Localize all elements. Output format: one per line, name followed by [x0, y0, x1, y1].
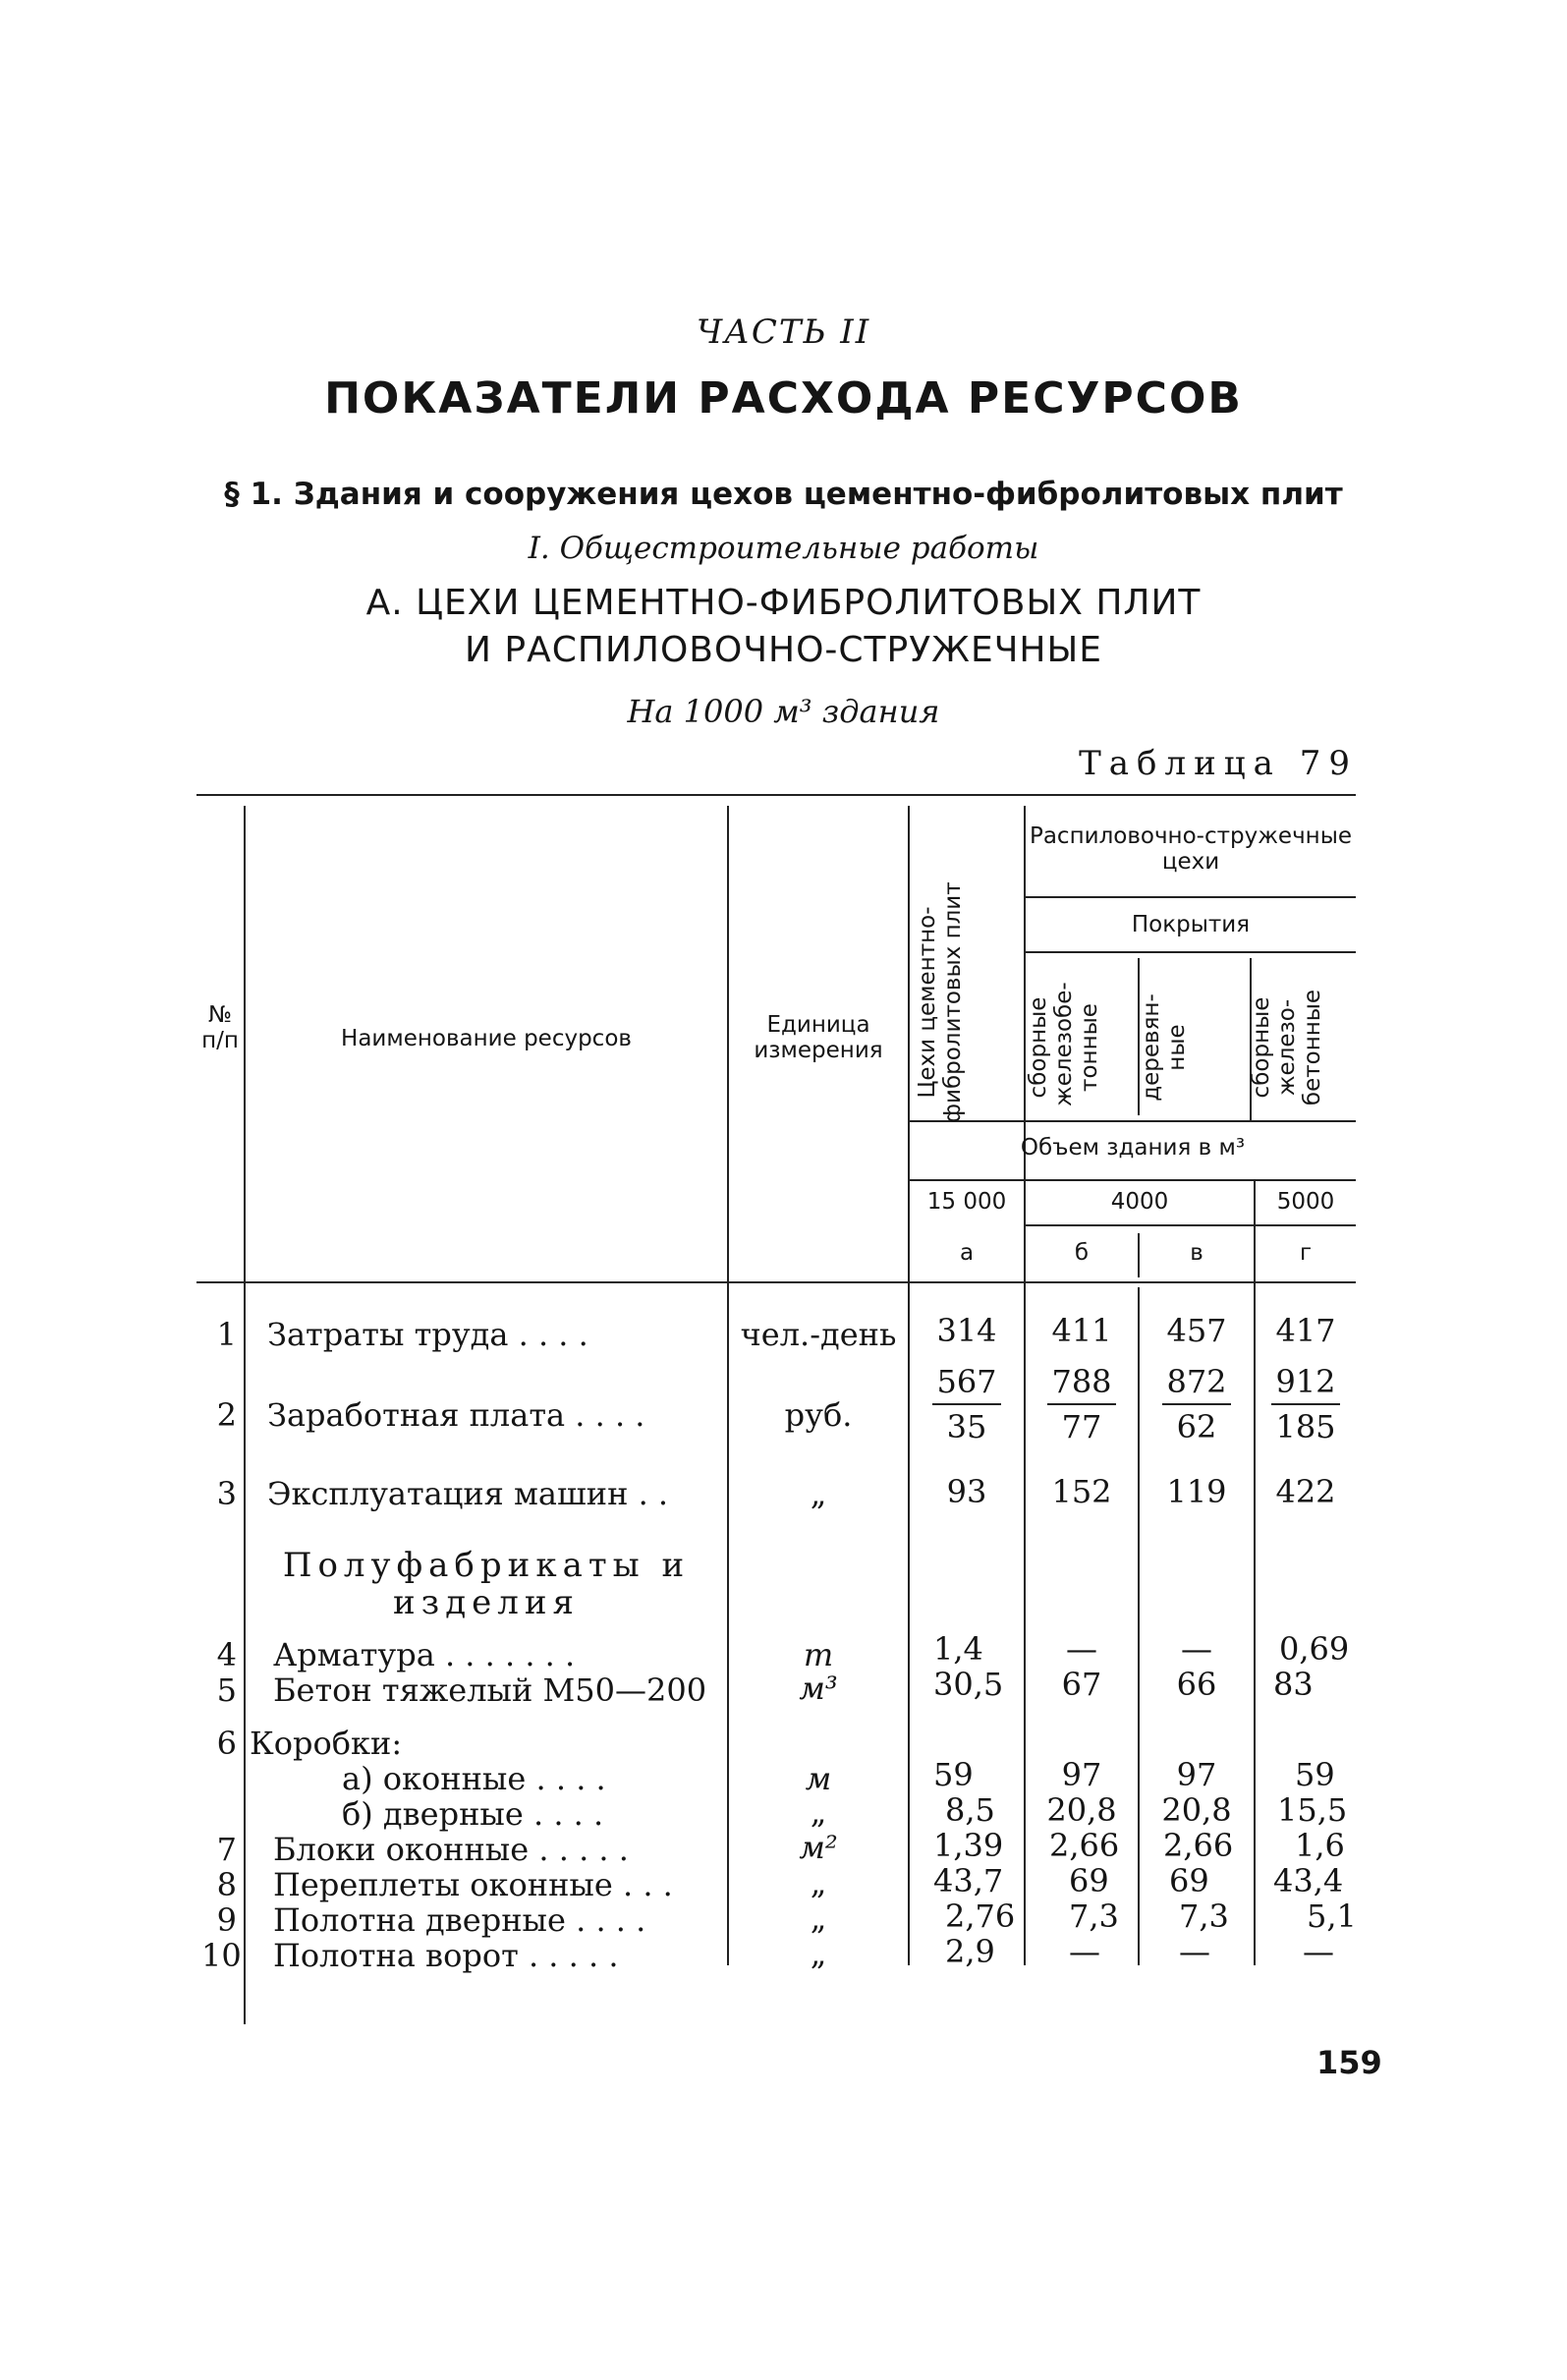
cell-a: 30,5 — [933, 1666, 1004, 1703]
fraction-bar — [1047, 1403, 1116, 1405]
cell-v: 66 — [1176, 1666, 1217, 1703]
row-name-text: Бетон тяжелый М50—200 — [273, 1672, 707, 1709]
cell-a: 8,5 — [945, 1791, 995, 1829]
cell-b: — — [1069, 1933, 1100, 1970]
header-vol-g: 5000 — [1276, 1189, 1335, 1215]
fraction-top: 872 — [1166, 1363, 1227, 1400]
cell-g: 83 — [1273, 1666, 1314, 1703]
cell-a: 2,9 — [945, 1933, 995, 1970]
cell-g: 1,6 — [1295, 1827, 1345, 1864]
row-number: 4 — [216, 1636, 237, 1673]
header-col-cement: Цехи цементно-фибролитовых плит — [915, 881, 966, 1123]
section-title: § 1. Здания и сооружения цехов цементно-фибролитовых плит — [224, 477, 1343, 512]
row-number: 7 — [216, 1831, 237, 1868]
cell-b: — — [1066, 1630, 1097, 1668]
row-name-text: Эксплуатация машин — [267, 1475, 629, 1512]
fraction-bottom: 35 — [946, 1408, 987, 1445]
cell-v: — — [1179, 1933, 1210, 1970]
row-name-text: Коробки: — [250, 1725, 403, 1762]
row-unit: т — [803, 1636, 834, 1673]
row-leader-dots: . . . . . — [538, 1831, 629, 1868]
header-vol-a: 15 000 — [926, 1189, 1007, 1215]
row-unit: „ — [810, 1864, 827, 1901]
row-name — [267, 1397, 644, 1433]
header-name: Наименование ресурсов — [341, 1026, 632, 1051]
row-number: 9 — [216, 1901, 237, 1939]
row-name — [267, 1317, 588, 1352]
header-rule-volsplit — [1024, 1224, 1356, 1226]
fraction-top: 912 — [1275, 1363, 1336, 1400]
part-label: ЧАСТЬ II — [696, 312, 871, 352]
row-name — [273, 1902, 645, 1938]
row-name — [250, 1726, 402, 1761]
row-name — [267, 1476, 668, 1511]
row-name-text: а) оконные — [342, 1760, 527, 1797]
row-leader-dots: . . . . — [518, 1316, 588, 1353]
row-name-text: Заработная плата — [267, 1396, 566, 1434]
subsection-title: I. Общестроительные работы — [528, 531, 1039, 566]
block-title — [0, 580, 1567, 674]
cell-v: 119 — [1166, 1473, 1227, 1510]
header-unit: Единица измерения — [754, 1012, 883, 1063]
row-unit: м² — [799, 1829, 838, 1866]
cell-g: 0,69 — [1279, 1630, 1350, 1668]
row-unit: чел.-день — [740, 1316, 897, 1353]
row-unit: „ — [810, 1899, 827, 1937]
row-leader-dots: . . . . — [575, 1396, 645, 1434]
cell-b: 7,3 — [1069, 1898, 1119, 1935]
cell-b: 20,8 — [1046, 1791, 1117, 1829]
row-name-text: Полотна дверные — [273, 1901, 566, 1939]
row-number: 3 — [216, 1475, 237, 1512]
row-name — [273, 1938, 619, 1973]
header-volume: Объем здания в м³ — [1020, 1135, 1246, 1161]
header-rule-roof — [1024, 951, 1356, 953]
measurement-basis: На 1000 м³ здания — [627, 693, 940, 730]
cell-g-fraction — [1256, 1364, 1356, 1445]
row-number: 10 — [201, 1937, 242, 1974]
row-unit: руб. — [784, 1396, 853, 1434]
cell-v: 7,3 — [1179, 1898, 1229, 1935]
cell-v: 457 — [1166, 1312, 1227, 1349]
cell-a: 93 — [946, 1473, 987, 1510]
row-name-text: б) дверные — [342, 1795, 524, 1833]
header-col-prefab-rc: сборные железобе-тонные — [1026, 982, 1102, 1106]
block-title-line-1: А. ЦЕХИ ЦЕМЕНТНО-ФИБРОЛИТОВЫХ ПЛИТ — [365, 583, 1202, 623]
row-leader-dots: . . . . — [535, 1760, 606, 1797]
row-number: 5 — [216, 1672, 237, 1709]
fraction-bar — [932, 1403, 1001, 1405]
cell-b: 69 — [1069, 1862, 1109, 1899]
row-name — [342, 1761, 606, 1796]
row-name — [342, 1796, 603, 1832]
row-name — [273, 1867, 673, 1902]
row-number: 8 — [216, 1866, 237, 1903]
row-number: 1 — [216, 1316, 237, 1353]
page-number: 159 — [1316, 2044, 1382, 2081]
cell-b: 152 — [1051, 1473, 1112, 1510]
cell-a: 1,39 — [933, 1827, 1004, 1864]
fraction-bottom: 185 — [1275, 1408, 1336, 1445]
col-rule-1 — [244, 806, 246, 2024]
block-title-line-2: И РАСПИЛОВОЧНО-СТРУЖЕЧНЫЕ — [465, 630, 1102, 670]
fraction-bottom: 62 — [1176, 1408, 1217, 1445]
cell-g: 43,4 — [1273, 1862, 1344, 1899]
cell-g: 5,1 — [1307, 1898, 1357, 1935]
cell-g: 417 — [1275, 1312, 1336, 1349]
cell-v: — — [1181, 1630, 1212, 1668]
cell-v: 97 — [1176, 1756, 1217, 1793]
cell-a: 43,7 — [933, 1862, 1004, 1899]
cell-b: 411 — [1051, 1312, 1112, 1349]
table-label: Таблица 79 — [1079, 744, 1358, 783]
header-bottom-rule — [196, 1281, 1356, 1283]
cell-v-fraction — [1140, 1364, 1254, 1445]
cell-g: 59 — [1295, 1756, 1335, 1793]
row-unit: м — [805, 1760, 832, 1797]
row-unit: „ — [810, 1475, 827, 1512]
header-rule-volume — [908, 1179, 1356, 1181]
cell-b: 97 — [1061, 1756, 1102, 1793]
cell-a: 2,76 — [945, 1898, 1016, 1935]
row-leader-dots: . . . — [622, 1866, 673, 1903]
row-unit: „ — [810, 1793, 827, 1831]
row-leader-dots: . . . . . — [528, 1937, 619, 1974]
cell-b-fraction — [1026, 1364, 1138, 1445]
row-name — [273, 1637, 575, 1672]
row-unit: м³ — [799, 1670, 838, 1707]
row-name — [273, 1672, 706, 1708]
row-name-text: Арматура — [273, 1636, 435, 1673]
fraction-bar — [1271, 1403, 1340, 1405]
row-number: 6 — [216, 1725, 237, 1762]
cell-b: 2,66 — [1049, 1827, 1120, 1864]
header-number: № п/п — [201, 1002, 239, 1053]
fraction-bottom: 77 — [1061, 1408, 1102, 1445]
cell-a: 59 — [933, 1756, 974, 1793]
cell-b: 67 — [1061, 1666, 1102, 1703]
header-letter-g: г — [1299, 1240, 1313, 1266]
cell-a: 314 — [936, 1312, 997, 1349]
cell-g: 15,5 — [1277, 1791, 1348, 1829]
row-name-text: Затраты труда — [267, 1316, 509, 1353]
header-letter-b: б — [1074, 1240, 1090, 1266]
row-leader-dots: . . . . — [576, 1901, 646, 1939]
header-vol-bv: 4000 — [1110, 1189, 1169, 1215]
cell-g: 422 — [1275, 1473, 1336, 1510]
cell-a: 1,4 — [933, 1630, 983, 1668]
fraction-bar — [1162, 1403, 1231, 1405]
row-number: 2 — [216, 1396, 237, 1434]
row-leader-dots: . . — [638, 1475, 669, 1512]
cell-v: 20,8 — [1161, 1791, 1232, 1829]
cell-v: 69 — [1169, 1862, 1209, 1899]
row-name-text: Блоки оконные — [273, 1831, 530, 1868]
header-group-roof: Покрытия — [1131, 912, 1251, 937]
row-leader-dots: . . . . — [532, 1795, 604, 1833]
header-col-wood: деревян-ные — [1139, 993, 1190, 1102]
fraction-top: 788 — [1051, 1363, 1112, 1400]
header-col-prefab-c: сборные железо-бетонные — [1249, 989, 1325, 1106]
cell-g: — — [1303, 1933, 1334, 1970]
table-top-rule — [196, 794, 1356, 796]
group-heading: Полуфабрикаты и изделия — [282, 1546, 691, 1622]
row-leader-dots: . . . . . . . — [444, 1636, 576, 1673]
cell-v: 2,66 — [1163, 1827, 1234, 1864]
row-name-text: Переплеты оконные — [273, 1866, 613, 1903]
header-letter-v: в — [1190, 1240, 1203, 1266]
page-title: ПОКАЗАТЕЛИ РАСХОДА РЕСУРСОВ — [324, 373, 1243, 424]
cell-a-fraction — [910, 1364, 1024, 1445]
row-name-text: Полотна ворот — [273, 1937, 519, 1974]
row-unit: „ — [810, 1935, 827, 1972]
col-rule-6b — [1254, 1179, 1256, 1965]
header-letter-a: а — [959, 1240, 975, 1266]
header-group-saw: Распиловочно-стружечные цехи — [1029, 823, 1353, 875]
header-rule-saw — [1024, 896, 1356, 898]
row-name — [273, 1832, 629, 1867]
fraction-top: 567 — [936, 1363, 997, 1400]
